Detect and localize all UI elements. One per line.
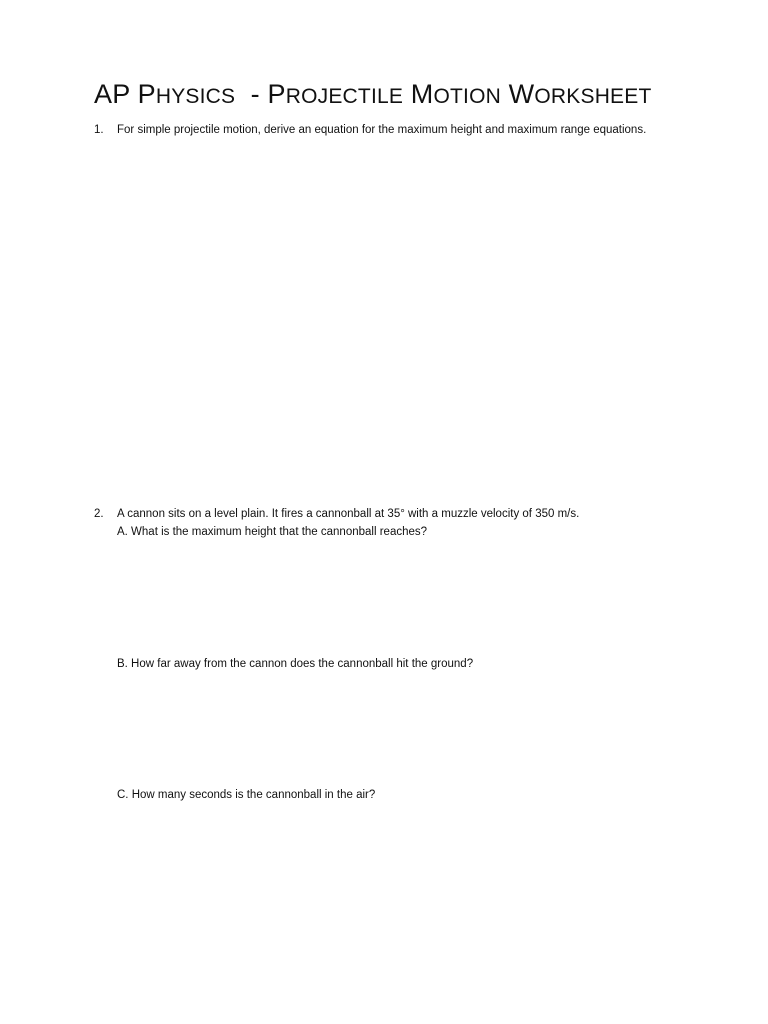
question-number: 2.	[94, 508, 104, 520]
question-part-b: B. How far away from the cannon does the cannonball hit the ground?	[117, 658, 474, 670]
title-segment: OTION	[433, 85, 501, 108]
title-segment: HYSICS	[155, 85, 236, 108]
question-number: 1.	[94, 124, 104, 136]
title-segment: W	[500, 79, 535, 109]
question-text: A cannon sits on a level plain. It fires a cannonball at 35° with a muzzle velocity of 350 m/s.	[117, 508, 580, 520]
worksheet-title	[94, 76, 652, 108]
question-part-c: C. How many seconds is the cannonball in the air?	[117, 789, 376, 801]
title-segment: AP P	[94, 79, 156, 109]
question-part-a: A. What is the maximum height that the cannonball reaches?	[117, 526, 428, 538]
title-segment: - P	[235, 79, 286, 109]
title-segment: ORKSHEET	[534, 85, 652, 108]
title-segment: M	[403, 79, 434, 109]
question-text: For simple projectile motion, derive an equation for the maximum height and maximum range equations.	[117, 124, 647, 136]
title-segment: ROJECTILE	[285, 85, 404, 108]
